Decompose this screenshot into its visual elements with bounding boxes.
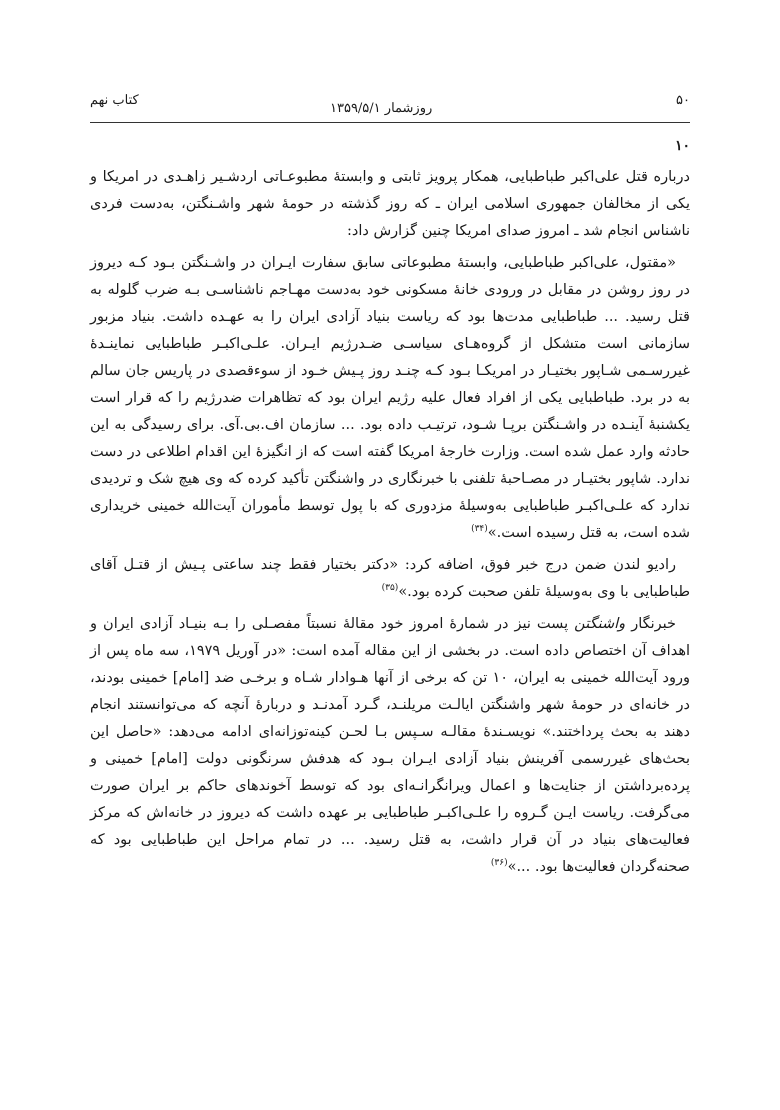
paragraph-prefix: خبرنگار [625, 616, 676, 632]
footnote-ref: (۳۶) [490, 858, 508, 869]
diary-date: روزشمار ۱۳۵۹/۵/۱ [330, 101, 433, 116]
paragraph-text: درباره قتل علی‌اکبر طباطبایی، همکار پرویز ثابتی و وابستهٔ مطبوعـاتی اردشـیر زاهـدی در امریکا و یکی از مخالفان جمهوری اسلامی ایران ـ که روز گذشته در حومهٔ شهر واشـنگتن، به‌دست فردی ناشناس انجام شد ـ امروز صدای امریکا چنین گزارش داد: [90, 169, 690, 239]
header-rule [90, 122, 690, 123]
page-number: ۵۰ [676, 93, 690, 108]
book-title: کتاب نهم [90, 93, 139, 108]
body-text [90, 164, 690, 886]
running-header [90, 93, 690, 117]
footnote-ref: (۳۵) [381, 583, 399, 594]
paragraph-text: «مقتول، علی‌اکبر طباطبایی، وابستهٔ مطبوعاتی سابق سفارت ایـران در واشـنگتن بـود کـه دیروز در روز روشن در مقابل در ورودی خانهٔ مسکونی خود به‌دست مهـاجم ناشناسـی بـه ضرب گلوله به قتل رسید. ... طباطبایی مدت‌ها بود که ریاست بنیاد آزادی ایران را به عهـده داشت. بنیاد مزبور سازمانی است متشکل از گروه‌هـای سیاسـی ضـدرژیم ایـران. علـی‌اکبـر طباطبایی نماینـدهٔ غیررسـمی شـاپور بختیـار در امریکـا بـود کـه چنـد روز پـیش خـود از سوءقصدی در پاریس جان سالم به در برد. طباطبایی یکی از افراد فعال علیه رژیم ایران بود که تظاهرات ضدرژیم را که قرار است یکشنبهٔ آینـده در واشـنگتن برپـا شـود، ترتیـب داده بود. ... سازمان اف.بی.آی. برای رسیدگی به این حادثه وارد عمل شده است. وزارت خارجهٔ امریکا گفته است که از انگیزهٔ این اقدام اطلاعی در دست ندارد. شاپور بختیـار در مصـاحبهٔ تلفنی با خبرنگاری در واشنگتن تأکید کرده که وی هیچ شک و تردیدی ندارد که علـی‌اکبـر طباطبایی به‌وسیلهٔ مزدوری که با پول توسط مأموران آیت‌الله خمینی خریداری شده است، به قتل رسیده است.» [90, 255, 690, 541]
paragraph-text: رادیو لندن ضمن درج خبر فوق، اضافه کرد: «دکتر بختیار فقط چند ساعتی پـیش از قتـل آقای طباطبایی با وی به‌وسیلهٔ تلفن صحبت کرده بود.» [90, 557, 690, 600]
paragraph [90, 164, 690, 245]
section-number: ۱۰ [674, 138, 690, 154]
paragraph [90, 611, 690, 881]
footnote-ref: (۳۴) [471, 524, 488, 535]
newspaper-name: واشنگتن [574, 616, 626, 632]
paragraph-text: پست نیز در شمارهٔ امروز خود مقالهٔ نسبتاً مفصـلی را بـه بنیـاد آزادی ایران و اهداف آن اختصاص داده است. در بخشی از این مقاله آمده است: «در آوریل ۱۹۷۹، سه ماه پس از ورود آیت‌الله خمینی به ایران، ۱۰ تن که برخی از آنها هـوادار شـاه و برخـی ضد [امام] خمینی بودند، در خانه‌ای در حومهٔ شهر واشنگتن ایالـت مریلنـد، گـرد آمدنـد و دربارهٔ آنچه که می‌توانستند انجام دهند به بحث پرداختند.» نویسـندهٔ مقالـه سـپس بـا لحـن کینه‌توزانه‌ای ادامه می‌دهد: «حاصل این بحث‌های غیررسمی آفرینش بنیاد آزادی ایـران بـود که هدفش سرنگونی دولت [امام] خمینی و پرده‌برداشتن از جنایت‌ها و اعمال ویرانگرانـه‌ای بود که توسط آخوندهای حاکم بر ایران صورت می‌گرفت. ریاست ایـن گـروه را علـی‌اکبـر طباطبایی بر عهده داشت که دیروز در خانه‌اش که مرکز فعالیت‌های بنیاد در آن قرار داشت، به قتل رسید. ... در تمام مراحل این طباطبایی بود که صحنه‌گردان فعالیت‌ها بود. ...» [90, 616, 690, 875]
paragraph [90, 250, 690, 547]
paragraph [90, 552, 690, 606]
